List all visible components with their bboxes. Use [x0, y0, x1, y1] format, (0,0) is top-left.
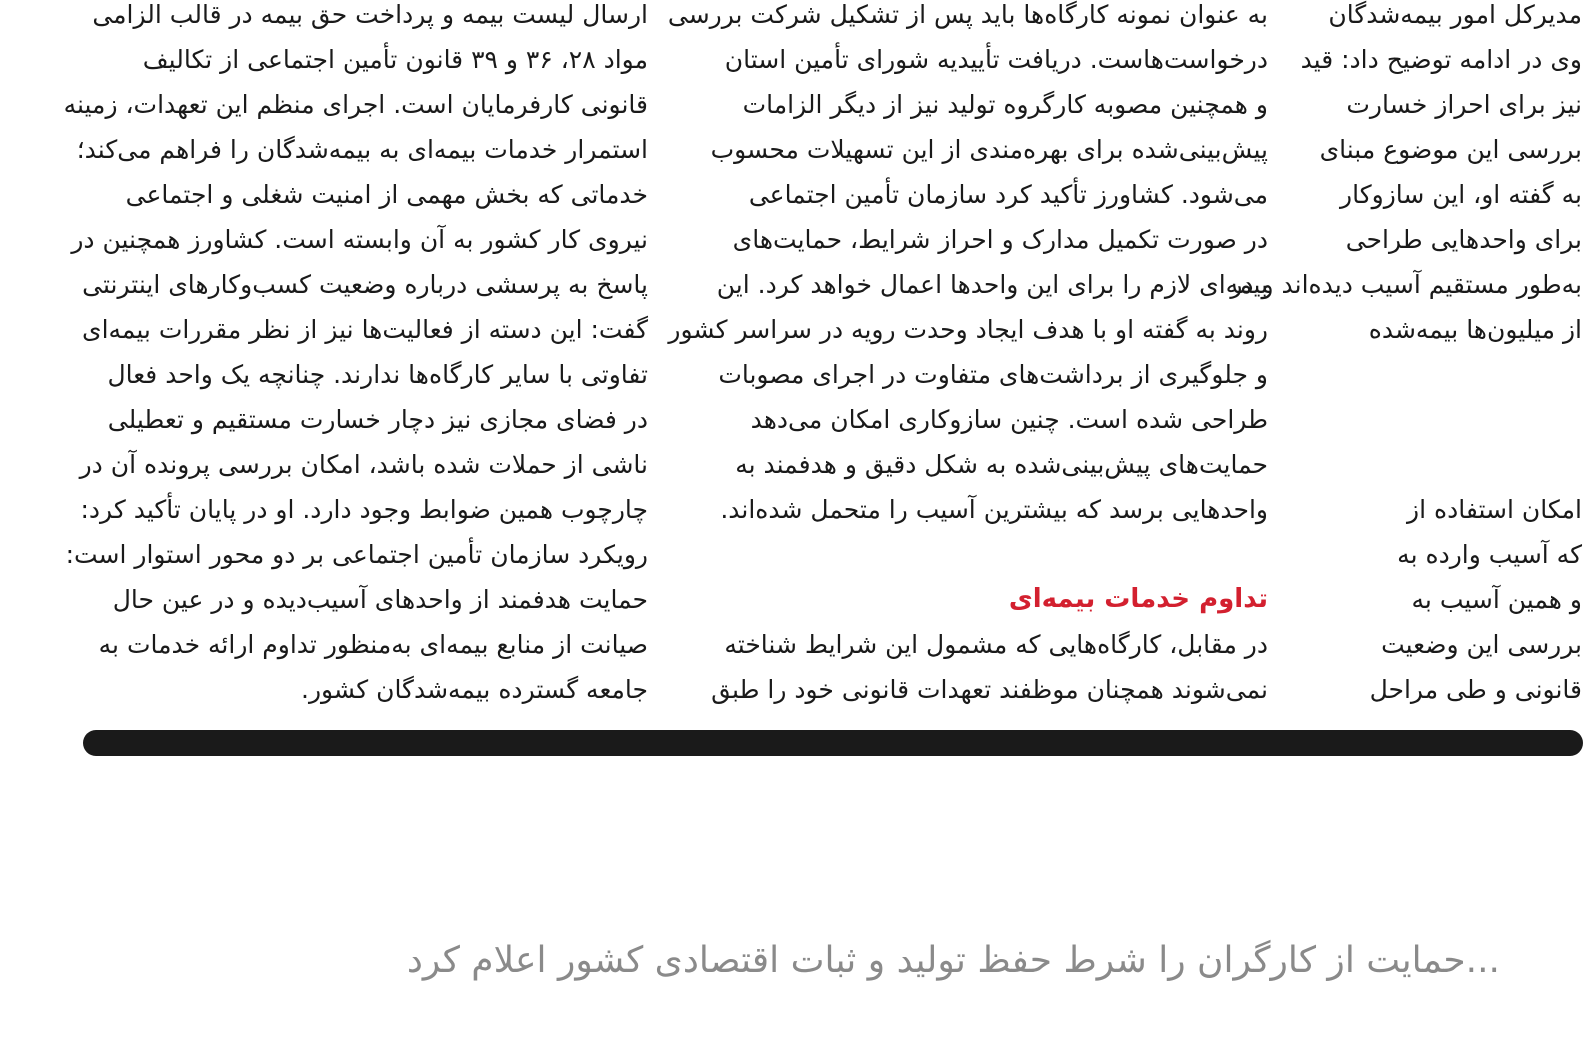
text-line: بیمه‌ای لازم را برای این واحدها اعمال خواهد کرد. این	[716, 270, 1268, 299]
right-body-bottom	[1322, 487, 1582, 712]
text-line: چارچوب همین ضوابط وجود دارد. او در پایان تأکید کرد:	[80, 495, 648, 524]
text-line: حمایت‌های پیش‌بینی‌شده به شکل دقیق و هدفمند به	[735, 450, 1268, 479]
text-line: درخواست‌هاست. دریافت تأییدیه شورای تأمین استان	[724, 45, 1268, 74]
text-line: طراحی شده است. چنین سازوکاری امکان می‌دهد	[750, 405, 1268, 434]
text-line: پیش‌بینی‌شده برای بهره‌مندی از این تسهیلات محسوب	[710, 135, 1268, 164]
article-column-right	[1230, 0, 1582, 712]
text-line: امکان استفاده از	[1407, 495, 1582, 524]
text-line: و همین آسیب به	[1411, 585, 1582, 614]
text-line: گفت: این دسته از فعالیت‌ها نیز از نظر مقررات بیمه‌ای	[82, 315, 648, 344]
article-column-left	[63, 0, 648, 712]
spacer	[1322, 352, 1582, 397]
text-line: خدماتی که بخش مهمی از امنیت شغلی و اجتماعی	[125, 180, 648, 209]
text-line: تفاوتی با سایر کارگاه‌ها ندارند. چنانچه یک واحد فعال	[107, 360, 648, 389]
spacer	[703, 532, 1268, 577]
section-divider-bar	[83, 730, 1583, 756]
text-line: نیروی کار کشور به آن وابسته است. کشاورز همچنین در	[71, 225, 648, 254]
right-body-top	[1230, 0, 1582, 352]
text-line: و همچنین مصوبه کارگروه تولید نیز از دیگر الزامات	[742, 90, 1268, 119]
middle-body	[667, 0, 1268, 532]
text-line: نمی‌شوند همچنان موظفند تعهدات قانونی خود را طبق	[711, 675, 1268, 704]
text-line: جامعه گسترده بیمه‌شدگان کشور.	[301, 675, 648, 704]
text-line: پاسخ به پرسشی درباره وضعیت کسب‌وکارهای اینترنتی	[82, 270, 648, 299]
next-article-headline: ...حمایت از کارگران را شرط حفظ تولید و ثبات اقتصادی کشور اعلام کرد	[406, 940, 1500, 981]
text-line: در فضای مجازی نیز دچار خسارت مستقیم و تعطیلی	[107, 405, 648, 434]
text-line: به گفته او، این سازوکار	[1340, 180, 1582, 209]
text-line: و جلوگیری از برداشت‌های متفاوت در اجرای مصوبات	[718, 360, 1268, 389]
text-line: از میلیون‌ها بیمه‌شده	[1368, 315, 1582, 344]
text-line: که آسیب وارده به	[1397, 540, 1582, 569]
section-subheading: تداوم خدمات بیمه‌ای	[1008, 584, 1268, 614]
spacer	[1322, 397, 1582, 442]
text-line: برای واحدهایی طراحی	[1345, 225, 1582, 254]
text-line: قانونی کارفرمایان است. اجرای منظم این تعهدات، زمینه	[63, 90, 648, 119]
text-line: می‌شود. کشاورز تأکید کرد سازمان تأمین اجتماعی	[748, 180, 1268, 209]
text-line: رویکرد سازمان تأمین اجتماعی بر دو محور استوار است:	[65, 540, 648, 569]
text-line: در مقابل، کارگاه‌هایی که مشمول این شرایط شناخته	[724, 630, 1268, 659]
text-line: به‌طور مستقیم آسیب دیده‌اند و در	[1230, 270, 1582, 299]
text-line: ناشی از حملات شده باشد، امکان بررسی پرونده آن در	[79, 450, 648, 479]
text-line: ارسال لیست بیمه و پرداخت حق بیمه در قالب الزامی	[92, 0, 648, 29]
text-line: صیانت از منابع بیمه‌ای به‌منظور تداوم ارائه خدمات به	[98, 630, 648, 659]
article-column-middle	[667, 0, 1268, 712]
spacer	[1322, 442, 1582, 487]
middle-body-continued	[703, 622, 1268, 712]
text-line: مواد ۲۸، ۳۶ و ۳۹ قانون تأمین اجتماعی از تکالیف	[142, 45, 648, 74]
text-line: قانونی و طی مراحل	[1369, 675, 1582, 704]
text-line: روند به گفته او با هدف ایجاد وحدت رویه در سراسر کشور	[668, 315, 1268, 344]
text-line: بررسی این موضوع مبنای	[1319, 135, 1582, 164]
text-line: حمایت هدفمند از واحدهای آسیب‌دیده و در عین حال	[112, 585, 648, 614]
text-line: استمرار خدمات بیمه‌ای به بیمه‌شدگان را فراهم می‌کند؛	[76, 135, 648, 164]
text-line: مدیرکل امور بیمه‌شدگان	[1328, 0, 1582, 29]
text-line: در صورت تکمیل مدارک و احراز شرایط، حمایت‌های	[732, 225, 1268, 254]
text-line: نیز برای احراز خسارت	[1346, 90, 1582, 119]
text-line: وی در ادامه توضیح داد: قید	[1300, 45, 1582, 74]
text-line: واحدهایی برسد که بیشترین آسیب را متحمل شده‌اند.	[720, 495, 1268, 524]
text-line: بررسی این وضعیت	[1381, 630, 1582, 659]
text-line: به عنوان نمونه کارگاه‌ها باید پس از تشکیل شرکت بررسی	[667, 0, 1268, 29]
